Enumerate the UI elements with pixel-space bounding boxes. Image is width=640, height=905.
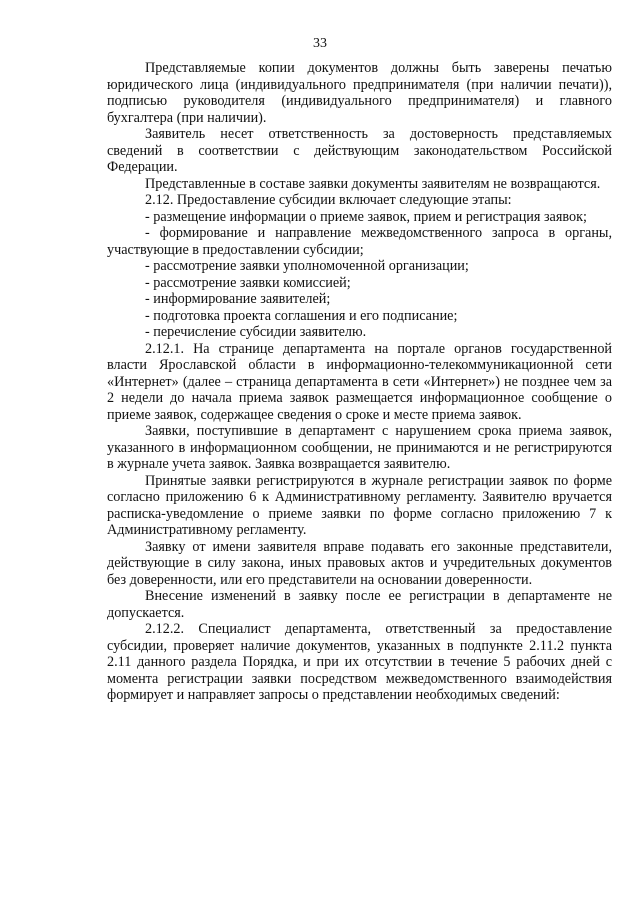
list-item-stage-3: - рассмотрение заявки уполномоченной организации;	[145, 258, 469, 274]
paragraph-applicant-responsibility: Заявитель несет ответственность за достоверность представляемых сведений в соответствии с действующим законодательством Российской Федерации.	[107, 126, 612, 175]
paragraph-documents-not-returned: Представленные в составе заявки документы заявителям не возвращаются.	[145, 175, 601, 192]
list-item-stage-4: - рассмотрение заявки комиссией;	[145, 274, 351, 291]
list-item-stage-1: - размещение информации о приеме заявок, прием и регистрация заявок;	[145, 208, 587, 225]
paragraph-copies-certification: Представляемые копии документов должны быть заверены печатью юридического лица (индивидуального предпринимателя (при наличии печати)), подписью руководителя (индивидуального предпринимателя) и главного бухгалтера (при наличии).	[107, 60, 612, 126]
list-item-stage-2: - формирование и направление межведомственного запроса в органы, участвующие в предоставлении субсидии;	[107, 225, 612, 258]
list-item-stage-6: - подготовка проекта соглашения и его подписание;	[145, 307, 458, 324]
paragraph-2-12-2: 2.12.2. Специалист департамента, ответственный за предоставление субсидии, проверяет наличие документов, указанных в подпункте 2.11.2 пункта 2.11 данного раздела Порядка, и при их отсутствии в течение 5 рабочих дней с момента регистрации заявки посредством межведомственного взаимодействия формирует и направляет запросы о представлении необходимых сведений:	[107, 621, 612, 703]
paragraph-2-12-1: 2.12.1. На странице департамента на портале органов государственной власти Ярославской области в информационно-телекоммуникационной сети «Интернет» (далее – страница департамента в сети «Интернет») не позднее чем за 2 недели до начала приема заявок размещается информационное сообщение о приеме заявок, содержащее сведения о сроке и месте приема заявок.	[107, 340, 612, 423]
list-item-stage-5: - информирование заявителей;	[145, 291, 331, 307]
paragraph-registration: Принятые заявки регистрируются в журнале регистрации заявок по форме согласно приложению 6 к Административному регламенту. Заявителю вручается расписка-уведомление о приеме заявки по форме согласно приложению 7 к Административному регламенту.	[107, 472, 612, 538]
page-number: 33	[313, 36, 327, 51]
paragraph-2-12-heading: 2.12. Предоставление субсидии включает следующие этапы:	[145, 192, 512, 208]
paragraph-representatives: Заявку от имени заявителя вправе подавать его законные представители, действующие в силу закона, иных правовых актов и учредительных документов без доверенности, или его представители на основании доверенности.	[107, 538, 612, 588]
list-item-stage-7: - перечисление субсидии заявителю.	[145, 324, 367, 340]
paragraph-late-applications: Заявки, поступившие в департамент с нарушением срока приема заявок, указанного в информационном сообщении, не принимаются и не регистрируются в журнале учета заявок. Заявка возвращается заявителю.	[107, 423, 612, 472]
document-body	[107, 60, 612, 704]
paragraph-no-changes: Внесение изменений в заявку после ее регистрации в департаменте не допускается.	[107, 588, 612, 621]
